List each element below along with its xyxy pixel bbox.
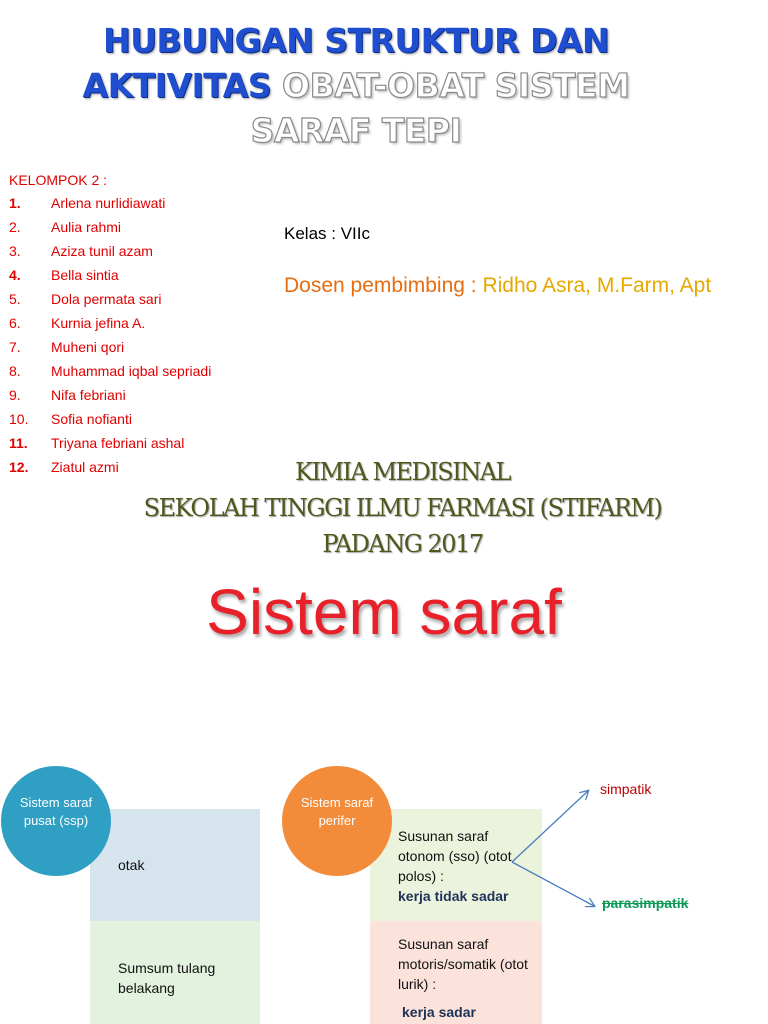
member-number: 5. xyxy=(9,291,21,307)
member-name: Arlena nurlidiawati xyxy=(51,195,166,211)
class-label: Kelas : VIIc xyxy=(284,224,370,243)
parasimpatik-label: parasimpatik xyxy=(602,895,689,911)
somatik-label: Susunan saraf motoris/somatik (otot lurik) : xyxy=(398,936,528,992)
somatik-sub-label: kerja sadar xyxy=(402,1004,476,1020)
institution-year: PADANG 2017 xyxy=(322,530,483,558)
member-number: 1. xyxy=(9,195,21,211)
member-name: Nifa febriani xyxy=(51,387,126,403)
member-number: 12. xyxy=(9,459,29,475)
member-name: Aziza tunil azam xyxy=(51,243,153,259)
arrow-to-simpatik xyxy=(512,791,588,862)
member-name: Muhammad iqbal sepriadi xyxy=(51,363,212,379)
title-line-1: HUBUNGAN STRUKTUR DAN xyxy=(102,21,610,60)
perifer-circle-label: Sistem saraf perifer xyxy=(300,795,374,828)
member-name: Aulia rahmi xyxy=(51,219,122,235)
member-name: Sofia nofianti xyxy=(51,411,132,427)
member-name: Dola permata sari xyxy=(51,291,162,307)
institution-name: SEKOLAH TINGGI ILMU FARMASI (STIFARM) xyxy=(143,494,662,522)
section-heading: Sistem saraf xyxy=(206,576,562,648)
title-line-2-part-1: AKTIVITAS xyxy=(82,66,272,105)
member-number: 6. xyxy=(9,315,21,331)
member-number: 9. xyxy=(9,387,21,403)
member-number: 2. xyxy=(9,219,21,235)
title-line-3: SARAF TEPI xyxy=(250,111,462,150)
ssp-circle-label: Sistem saraf pusat (ssp) xyxy=(19,795,93,828)
sso-sub-label: kerja tidak sadar xyxy=(398,888,509,904)
group-heading: KELOMPOK 2 : xyxy=(9,172,108,188)
title-line-2-part-2: OBAT-OBAT SISTEM xyxy=(282,66,630,105)
member-name: Ziatul azmi xyxy=(51,459,119,475)
member-number: 7. xyxy=(9,339,21,355)
lecturer-label: Dosen pembimbing : xyxy=(284,274,477,297)
member-number: 4. xyxy=(9,267,21,283)
course-name: KIMIA MEDISINAL xyxy=(295,458,510,486)
sso-label: Susunan saraf otonom (sso) (otot polos) : xyxy=(398,828,512,884)
member-name: Bella sintia xyxy=(51,267,119,283)
member-number: 11. xyxy=(9,435,28,451)
member-name: Triyana febriani ashal xyxy=(51,435,185,451)
member-name: Kurnia jefina A. xyxy=(51,315,146,331)
member-number: 10. xyxy=(9,411,29,427)
sumsum-label: Sumsum tulang belakang xyxy=(118,960,216,996)
simpatik-label: simpatik xyxy=(600,781,652,797)
member-number: 8. xyxy=(9,363,21,379)
member-number: 3. xyxy=(9,243,21,259)
lecturer-name: Ridho Asra, M.Farm, Apt xyxy=(482,274,712,297)
otak-label: otak xyxy=(118,857,145,873)
member-name: Muheni qori xyxy=(51,339,125,355)
arrow-to-parasimpatik xyxy=(512,862,594,906)
